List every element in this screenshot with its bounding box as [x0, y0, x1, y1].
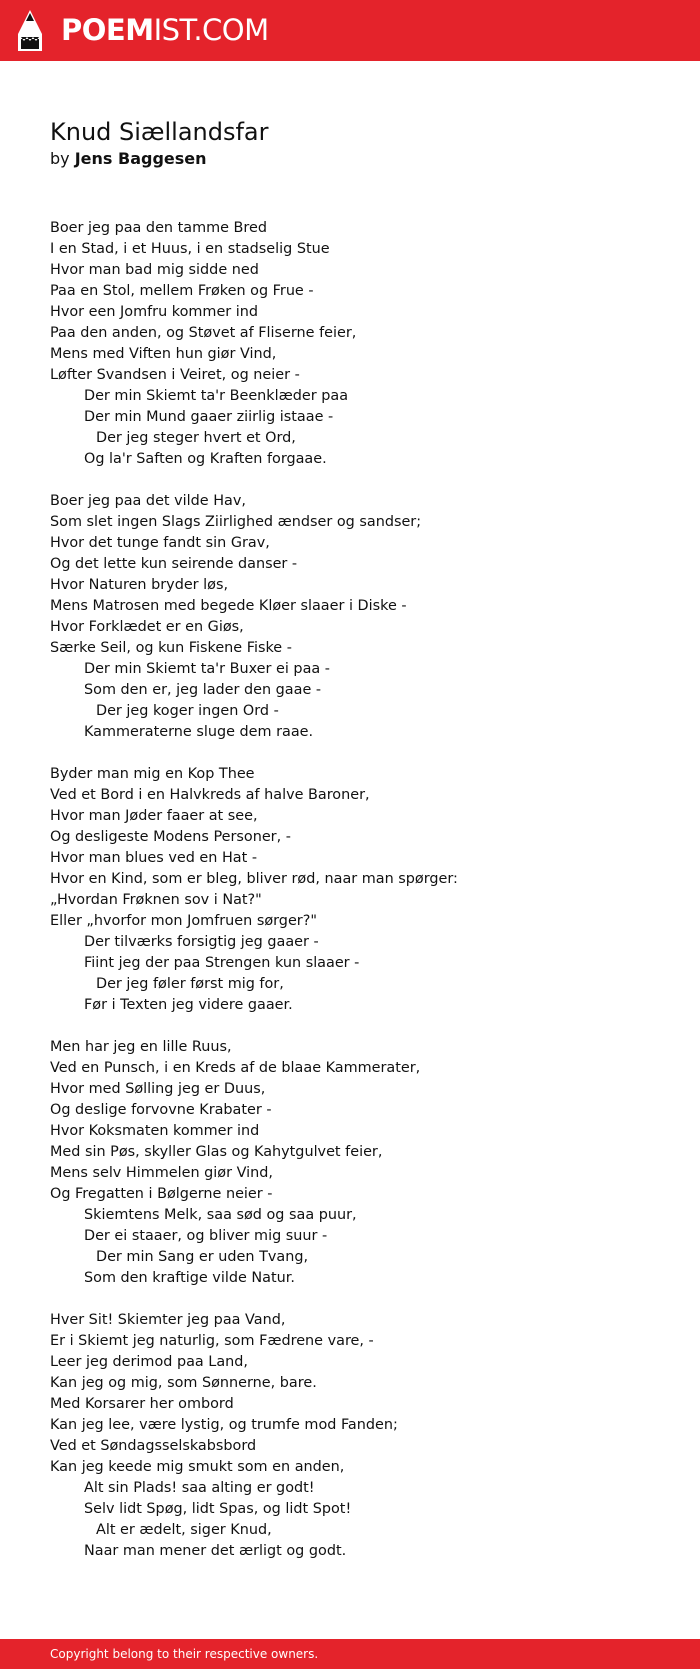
poem-line: Der min Skiemt ta'r Beenklæder paa — [84, 388, 349, 404]
poem-line: Paa den anden, og Støvet af Fliserne feier, — [50, 325, 357, 341]
poem-line: Der tilværks forsigtig jeg gaaer - — [84, 934, 319, 950]
site-footer — [0, 1639, 700, 1669]
poem-line: Fiint jeg der paa Strengen kun slaaer - — [84, 955, 360, 971]
poem-line: Skiemtens Melk, saa sød og saa puur, — [84, 1207, 357, 1223]
poem-line: Og Fregatten i Bølgerne neier - — [50, 1186, 273, 1202]
poem-line: Som den er, jeg lader den gaae - — [84, 682, 322, 698]
poem-line: Hvor Koksmaten kommer ind — [50, 1123, 260, 1139]
poem-line: Hver Sit! Skiemter jeg paa Vand, — [50, 1312, 286, 1328]
poem-line: „Hvordan Frøknen sov i Nat?" — [50, 892, 262, 908]
poem-line: Der min Mund gaaer ziirlig istaae - — [84, 409, 334, 425]
poem-title: Knud Siællandsfar — [50, 118, 269, 146]
logo-text-bold: POEM — [61, 13, 154, 47]
poem-stanza — [50, 764, 670, 1016]
poem-stanza — [50, 1310, 670, 1562]
poem-stanza — [50, 218, 670, 470]
poem-line: Mens Matrosen med begede Kløer slaaer i Diske - — [50, 598, 407, 614]
poem-line: Hvor en Kind, som er bleg, bliver rød, naar man spørger: — [50, 871, 458, 887]
poem-line: Ved en Punsch, i en Kreds af de blaae Kammerater, — [50, 1060, 421, 1076]
poem-line: Eller „hvorfor mon Jomfruen sørger?" — [50, 913, 317, 929]
poem-line: I en Stad, i et Huus, i en stadselig Stue — [50, 241, 330, 257]
poem-body — [50, 218, 670, 1583]
poem-line: Med Korsarer her ombord — [50, 1396, 234, 1412]
poem-line: Hvor man Jøder faaer at see, — [50, 808, 258, 824]
poem-line: Men har jeg en lille Ruus, — [50, 1039, 232, 1055]
poem-line: Kammeraterne sluge dem raae. — [84, 724, 314, 740]
logo-text-light: IST.COM — [153, 13, 269, 47]
poem-line: Kan jeg lee, være lystig, og trumfe mod Fanden; — [50, 1417, 398, 1433]
poem-line: Mens selv Himmelen giør Vind, — [50, 1165, 273, 1181]
poem-line: Hvor det tunge fandt sin Grav, — [50, 535, 270, 551]
poem-stanza — [50, 1037, 670, 1289]
pencil-tip-icon[interactable] — [17, 10, 43, 51]
poem-line: Ved et Bord i en Halvkreds af halve Baroner, — [50, 787, 370, 803]
poem-line: Der ei staaer, og bliver mig suur - — [84, 1228, 328, 1244]
poem-line: Hvor een Jomfru kommer ind — [50, 304, 259, 320]
poem-line: Hvor man bad mig sidde ned — [50, 262, 259, 278]
poem-line: Kan jeg og mig, som Sønnerne, bare. — [50, 1375, 317, 1391]
poem-line: Særke Seil, og kun Fiskene Fiske - — [50, 640, 292, 656]
poem-line: Alt er ædelt, siger Knud, — [96, 1522, 272, 1538]
poem-line: Og deslige forvovne Krabater - — [50, 1102, 272, 1118]
poem-byline — [50, 148, 207, 170]
poem-line: Der jeg koger ingen Ord - — [96, 703, 279, 719]
poem-line: Og desligeste Modens Personer, - — [50, 829, 291, 845]
poem-line: Med sin Pøs, skyller Glas og Kahytgulvet feier, — [50, 1144, 383, 1160]
site-logo[interactable] — [61, 12, 269, 48]
poem-line: Paa en Stol, mellem Frøken og Frue - — [50, 283, 314, 299]
poem-line: Der jeg steger hvert et Ord, — [96, 430, 296, 446]
poem-line: Der min Skiemt ta'r Buxer ei paa - — [84, 661, 330, 677]
poem-stanza — [50, 491, 670, 743]
poem-line: Boer jeg paa den tamme Bred — [50, 220, 267, 236]
poem-line: Mens med Viften hun giør Vind, — [50, 346, 277, 362]
poem-line: Kan jeg keede mig smukt som en anden, — [50, 1459, 345, 1475]
poem-line: Selv lidt Spøg, lidt Spas, og lidt Spot! — [84, 1501, 352, 1517]
poem-line: Hvor Forklædet er en Giøs, — [50, 619, 244, 635]
poem-line: Som den kraftige vilde Natur. — [84, 1270, 295, 1286]
poem-line: Er i Skiemt jeg naturlig, som Fædrene vare, - — [50, 1333, 374, 1349]
poem-line: Hvor man blues ved en Hat - — [50, 850, 258, 866]
footer-copyright: Copyright belong to their respective owners. — [50, 1647, 319, 1661]
poem-line: Boer jeg paa det vilde Hav, — [50, 493, 246, 509]
poem-line: Byder man mig en Kop Thee — [50, 766, 255, 782]
poem-line: Der jeg føler først mig for, — [96, 976, 284, 992]
poem-line: Naar man mener det ærligt og godt. — [84, 1543, 347, 1559]
poem-line: Løfter Svandsen i Veiret, og neier - — [50, 367, 300, 383]
poem-line: Som slet ingen Slags Ziirlighed ændser og sandser; — [50, 514, 422, 530]
poem-author: Jens Baggesen — [74, 149, 207, 168]
poem-line: Der min Sang er uden Tvang, — [96, 1249, 309, 1265]
poem-line: Leer jeg derimod paa Land, — [50, 1354, 248, 1370]
poem-line: Og det lette kun seirende danser - — [50, 556, 298, 572]
poem-line: Og la'r Saften og Kraften forgaae. — [84, 451, 327, 467]
byline-prefix: by — [50, 149, 70, 168]
poem-line: Alt sin Plads! saa alting er godt! — [84, 1480, 315, 1496]
poem-line: Ved et Søndagsselskabsbord — [50, 1438, 257, 1454]
site-header — [0, 0, 700, 61]
poem-line: Før i Texten jeg videre gaaer. — [84, 997, 293, 1013]
poem-line: Hvor Naturen bryder løs, — [50, 577, 229, 593]
poem-line: Hvor med Sølling jeg er Duus, — [50, 1081, 266, 1097]
